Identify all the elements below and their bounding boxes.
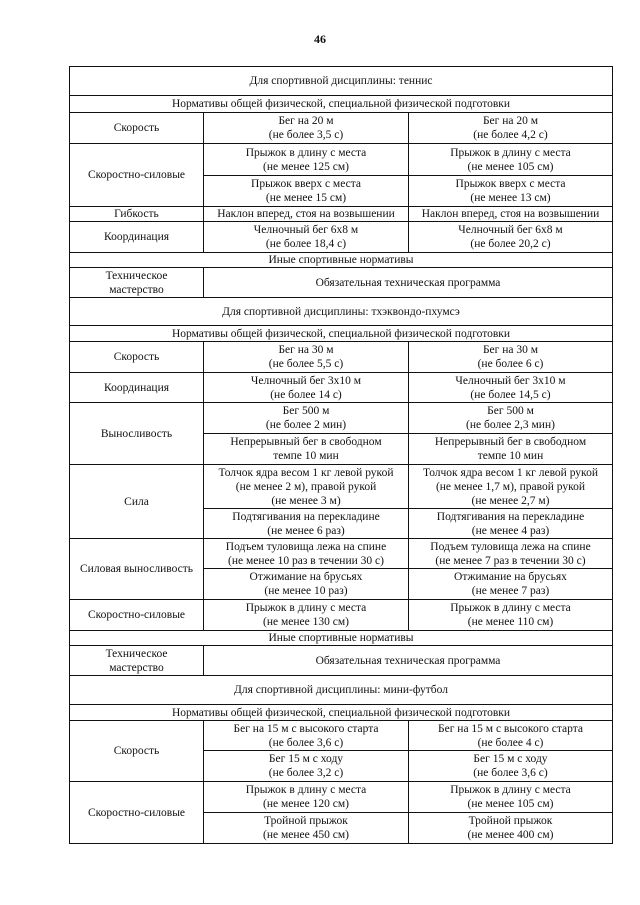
norm-cell-stage-2: Прыжок в длину с места (не менее 105 см) xyxy=(409,144,613,176)
standards-table xyxy=(69,66,613,844)
standard-row xyxy=(70,646,613,676)
category-label: Техническое мастерство xyxy=(70,646,204,676)
section-heading-row xyxy=(70,298,613,326)
norm-cell-stage-1: Челночный бег 3х10 м (не более 14 с) xyxy=(204,373,409,403)
standard-row xyxy=(70,144,613,176)
norm-cell-stage-1: Бег на 30 м (не более 5,5 с) xyxy=(204,342,409,373)
section-title: Для спортивной дисциплины: мини-футбол xyxy=(70,676,613,705)
requirement-text: Обязательная техническая программа xyxy=(204,268,613,298)
standards-table-body xyxy=(70,67,613,844)
norm-cell-stage-1: Непрерывный бег в свободном темпе 10 мин xyxy=(204,434,409,465)
section-title: Иные спортивные нормативы xyxy=(70,253,613,268)
section-heading-row xyxy=(70,705,613,721)
norm-cell-stage-1: Подъем туловища лежа на спине (не менее 10 раз в течении 30 с) xyxy=(204,539,409,569)
section-title: Нормативы общей физической, специальной физической подготовки xyxy=(70,96,613,113)
standard-row xyxy=(70,782,613,813)
category-label: Скорость xyxy=(70,721,204,782)
norm-cell-stage-1: Бег 15 м с ходу (не более 3,2 с) xyxy=(204,751,409,782)
norm-cell-stage-1: Бег 500 м (не более 2 мин) xyxy=(204,403,409,434)
norm-cell-stage-1: Прыжок в длину с места (не менее 125 см) xyxy=(204,144,409,176)
standard-row xyxy=(70,268,613,298)
category-label: Координация xyxy=(70,222,204,253)
norm-cell-stage-2: Бег на 20 м (не более 4,2 с) xyxy=(409,113,613,144)
standard-row xyxy=(70,342,613,373)
section-heading-row xyxy=(70,326,613,342)
standard-row xyxy=(70,600,613,631)
section-title: Для спортивной дисциплины: тхэквондо-пхумсэ xyxy=(70,298,613,326)
norm-cell-stage-1: Тройной прыжок (не менее 450 см) xyxy=(204,813,409,844)
norm-cell-stage-2: Отжимание на брусьях (не менее 7 раз) xyxy=(409,569,613,600)
standard-row xyxy=(70,403,613,434)
norm-cell-stage-1: Прыжок в длину с места (не менее 120 см) xyxy=(204,782,409,813)
norm-cell-stage-1: Отжимание на брусьях (не менее 10 раз) xyxy=(204,569,409,600)
standard-row xyxy=(70,207,613,222)
standard-row xyxy=(70,222,613,253)
section-title: Нормативы общей физической, специальной физической подготовки xyxy=(70,326,613,342)
norm-cell-stage-1: Бег на 20 м (не более 3,5 с) xyxy=(204,113,409,144)
section-title: Нормативы общей физической, специальной физической подготовки xyxy=(70,705,613,721)
category-label: Техническое мастерство xyxy=(70,268,204,298)
norm-cell-stage-2: Прыжок в длину с места (не менее 105 см) xyxy=(409,782,613,813)
category-label: Скорость xyxy=(70,342,204,373)
section-heading-row xyxy=(70,253,613,268)
norm-cell-stage-2: Непрерывный бег в свободном темпе 10 мин xyxy=(409,434,613,465)
norm-cell-stage-2: Бег 15 м с ходу (не более 3,6 с) xyxy=(409,751,613,782)
norm-cell-stage-2: Прыжок вверх с места (не менее 13 см) xyxy=(409,176,613,207)
category-label: Скоростно-силовые xyxy=(70,600,204,631)
category-label: Силовая выносливость xyxy=(70,539,204,600)
section-title: Иные спортивные нормативы xyxy=(70,631,613,646)
norm-cell-stage-1: Наклон вперед, стоя на возвышении xyxy=(204,207,409,222)
norm-cell-stage-2: Челночный бег 3х10 м (не более 14,5 с) xyxy=(409,373,613,403)
norm-cell-stage-1: Прыжок вверх с места (не менее 15 см) xyxy=(204,176,409,207)
category-label: Сила xyxy=(70,465,204,539)
page-number: 46 xyxy=(314,32,326,46)
section-heading-row xyxy=(70,676,613,705)
standard-row xyxy=(70,373,613,403)
norm-cell-stage-2: Прыжок в длину с места (не менее 110 см) xyxy=(409,600,613,631)
category-label: Скоростно-силовые xyxy=(70,782,204,844)
norm-cell-stage-2: Челночный бег 6х8 м (не более 20,2 с) xyxy=(409,222,613,253)
category-label: Выносливость xyxy=(70,403,204,465)
norm-cell-stage-2: Бег на 15 м с высокого старта (не более 4 с) xyxy=(409,721,613,751)
standard-row xyxy=(70,539,613,569)
standard-row xyxy=(70,465,613,509)
norm-cell-stage-2: Бег на 30 м (не более 6 с) xyxy=(409,342,613,373)
norm-cell-stage-1: Подтягивания на перекладине (не менее 6 раз) xyxy=(204,509,409,539)
category-label: Координация xyxy=(70,373,204,403)
norm-cell-stage-2: Бег 500 м (не более 2,3 мин) xyxy=(409,403,613,434)
norm-cell-stage-2: Наклон вперед, стоя на возвышении xyxy=(409,207,613,222)
category-label: Гибкость xyxy=(70,207,204,222)
norm-cell-stage-2: Подъем туловища лежа на спине (не менее 7 раз в течении 30 с) xyxy=(409,539,613,569)
norm-cell-stage-1: Бег на 15 м с высокого старта (не более 3,6 с) xyxy=(204,721,409,751)
norm-cell-stage-2: Подтягивания на перекладине (не менее 4 раз) xyxy=(409,509,613,539)
requirement-text: Обязательная техническая программа xyxy=(204,646,613,676)
norm-cell-stage-2: Тройной прыжок (не менее 400 см) xyxy=(409,813,613,844)
category-label: Скоростно-силовые xyxy=(70,144,204,207)
section-heading-row xyxy=(70,67,613,96)
norm-cell-stage-1: Челночный бег 6х8 м (не более 18,4 с) xyxy=(204,222,409,253)
section-heading-row xyxy=(70,96,613,113)
section-title: Для спортивной дисциплины: теннис xyxy=(70,67,613,96)
standard-row xyxy=(70,113,613,144)
norm-cell-stage-1: Прыжок в длину с места (не менее 130 см) xyxy=(204,600,409,631)
norm-cell-stage-1: Толчок ядра весом 1 кг левой рукой (не менее 2 м), правой рукой (не менее 3 м) xyxy=(204,465,409,509)
section-heading-row xyxy=(70,631,613,646)
standard-row xyxy=(70,721,613,751)
category-label: Скорость xyxy=(70,113,204,144)
norm-cell-stage-2: Толчок ядра весом 1 кг левой рукой (не менее 1,7 м), правой рукой (не менее 2,7 м) xyxy=(409,465,613,509)
